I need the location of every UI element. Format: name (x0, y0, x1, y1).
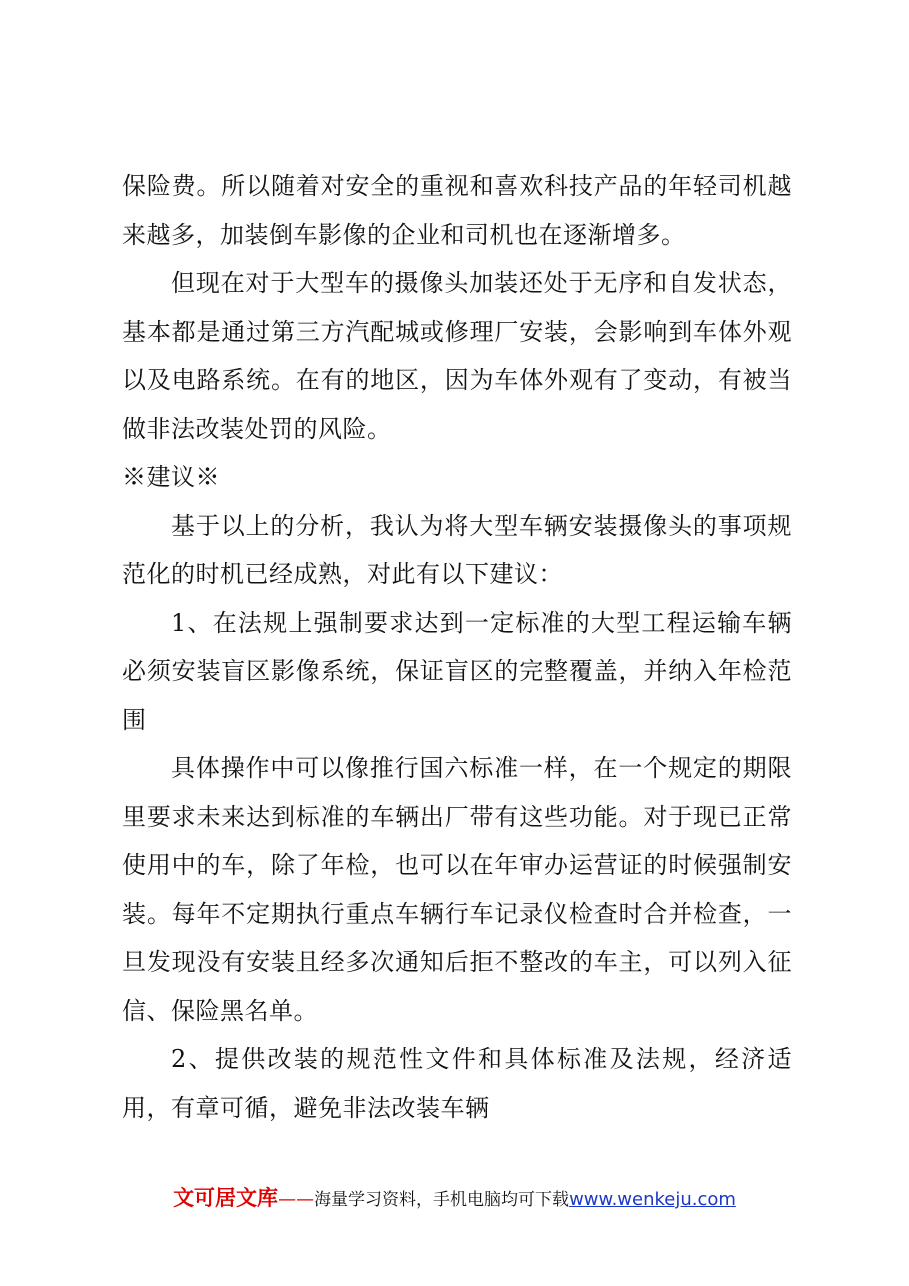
footer-dash: —— (278, 1189, 315, 1210)
paragraph-suggestion-2: 2、提供改装的规范性文件和具体标准及法规，经济适用，有章可循，避免非法改装车辆 (122, 1045, 792, 1122)
paragraph-suggestion-intro: 基于以上的分析，我认为将大型车辆安装摄像头的事项规范化的时机已经成熟，对此有以下建议： (122, 511, 792, 588)
document-body (122, 162, 792, 1132)
footer-tagline: 海量学习资料，手机电脑均可下载 (314, 1190, 570, 1210)
section-heading-suggestions: ※建议※ (122, 463, 220, 491)
footer-website-link[interactable]: www.wenkeju.com (569, 1189, 736, 1210)
paragraph-suggestion-1-details: 具体操作中可以像推行国六标准一样，在一个规定的期限里要求未来达到标准的车辆出厂带有这些功能。对于现已正常使用中的车，除了年检，也可以在年审办运营证的时候强制安装。每年不定期执行重点车辆行车记录仪检查时合并检查，一旦发现没有安装且经多次通知后拒不整改的车主，可以列入征信、保险黑名单。 (122, 754, 792, 1025)
paragraph-continuation: 保险费。所以随着对安全的重视和喜欢科技产品的年轻司机越来越多，加装倒车影像的企业和司机也在逐渐增多。 (122, 172, 792, 249)
paragraph-current-status: 但现在对于大型车的摄像头加装还处于无序和自发状态，基本都是通过第三方汽配城或修理厂安装，会影响到车体外观以及电路系统。在有的地区，因为车体外观有了变动，有被当做非法改装处罚的风险。 (122, 269, 792, 443)
page-footer (0, 1182, 909, 1212)
paragraph-suggestion-1: 1、在法规上强制要求达到一定标准的大型工程运输车辆必须安装盲区影像系统，保证盲区的完整覆盖，并纳入年检范围 (122, 608, 792, 734)
footer-brand: 文可居文库 (173, 1186, 279, 1210)
